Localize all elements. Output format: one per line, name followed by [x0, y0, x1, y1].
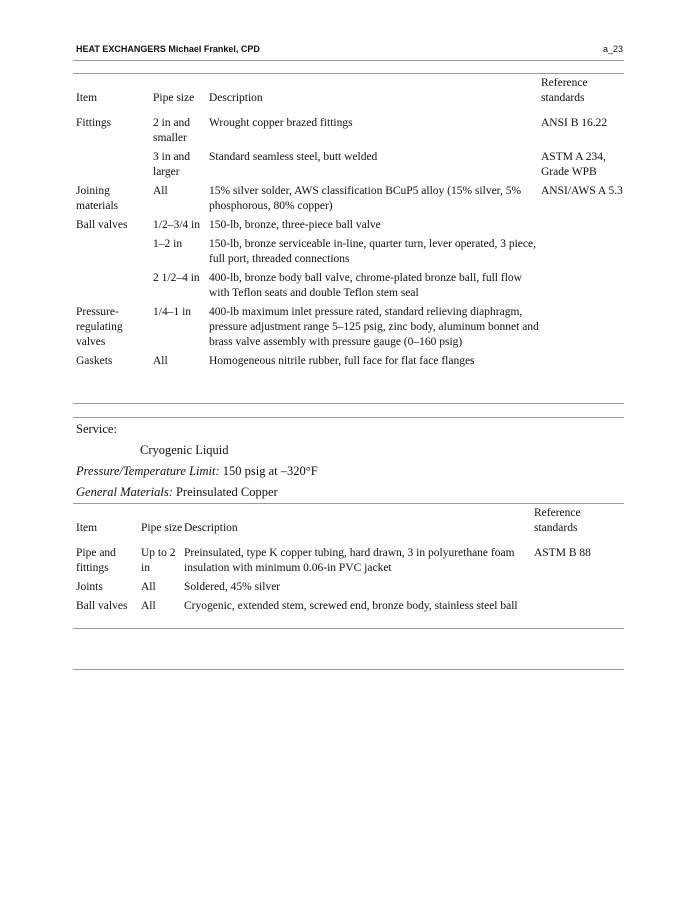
- table-row: [76, 180, 623, 214]
- table-row: [76, 233, 623, 267]
- pipe-materials-table: [76, 76, 623, 369]
- page-bottom-rule: [73, 669, 624, 670]
- table-row: [76, 539, 623, 576]
- column-header-description: Description: [184, 522, 238, 534]
- column-header-pipe-size: Pipe size: [141, 522, 183, 534]
- row-reference-standard: ASTM B 88: [534, 547, 591, 559]
- row-reference-standard: [534, 576, 623, 595]
- column-header-pipe-size: Pipe size: [153, 92, 195, 104]
- row-item: Ball valves: [76, 219, 128, 231]
- table2-top-rule: [73, 503, 624, 504]
- row-reference-standard: ANSI B 16.22: [541, 117, 608, 129]
- row-pipe-size: All: [153, 355, 168, 367]
- general-materials: [76, 485, 278, 500]
- row-pipe-size: 2 in and smaller: [153, 117, 191, 144]
- general-materials-label: General Materials:: [76, 485, 173, 499]
- table2-body: [76, 539, 623, 614]
- row-description: Preinsulated, type K copper tubing, hard drawn, 3 in polyurethane foam insulation with minimum 0.06-in PVC jacket: [184, 547, 515, 574]
- row-reference-standard: [541, 233, 623, 267]
- service-label: Service:: [76, 422, 117, 436]
- row-item: Joining materials: [76, 185, 119, 212]
- row-pipe-size: 1/4–1 in: [153, 306, 192, 318]
- row-description: Homogeneous nitrile rubber, full face for flat face flanges: [209, 355, 475, 367]
- table1-bottom-rule: [73, 403, 624, 404]
- running-header-title: HEAT EXCHANGERS Michael Frankel, CPD: [76, 44, 260, 54]
- row-item: [76, 146, 153, 180]
- table-row: [76, 109, 623, 146]
- pressure-temperature-limit-label: Pressure/Temperature Limit:: [76, 464, 220, 478]
- row-description: 15% silver solder, AWS classification BCuP5 alloy (15% silver, 5% phosphorous, 80% copper): [209, 185, 522, 212]
- row-item: [76, 233, 153, 267]
- row-item: [76, 267, 153, 301]
- header-rule: [73, 60, 624, 61]
- row-pipe-size: All: [141, 581, 156, 593]
- row-description: Wrought copper brazed fittings: [209, 117, 353, 129]
- table-row: [76, 350, 623, 369]
- pressure-temperature-limit-value: 150 psig at –320°F: [219, 464, 318, 478]
- table-row: [76, 595, 623, 614]
- table-header-row: [76, 76, 623, 109]
- table-row: [76, 301, 623, 350]
- row-item: Pressure-regulating valves: [76, 306, 123, 348]
- table-row: [76, 267, 623, 301]
- table-row: [76, 214, 623, 233]
- row-item: Fittings: [76, 117, 112, 129]
- page-id: a_23: [602, 44, 623, 54]
- row-pipe-size: All: [141, 600, 156, 612]
- column-header-reference-standards: Reference standards: [541, 77, 588, 104]
- row-description: Soldered, 45% silver: [184, 581, 281, 593]
- row-item: Gaskets: [76, 355, 113, 367]
- row-reference-standard: ASTM A 234, Grade WPB: [541, 151, 606, 178]
- running-header: [76, 44, 623, 58]
- table-row: [76, 146, 623, 180]
- table1-top-rule: [73, 73, 624, 74]
- row-reference-standard: ANSI/AWS A 5.3: [541, 185, 623, 197]
- row-description: 400-lb maximum inlet pressure rated, standard relieving diaphragm, pressure adjustment range 5–125 psig, zinc body, aluminum bonnet and brass valve assembly with pressure gauge (0–160 psig): [209, 306, 539, 348]
- pressure-temperature-limit: [76, 464, 318, 479]
- row-reference-standard: [541, 214, 623, 233]
- general-materials-value: Preinsulated Copper: [172, 485, 278, 499]
- column-header-item: Item: [76, 92, 98, 104]
- row-pipe-size: All: [153, 185, 168, 197]
- cryogenic-materials-table: [76, 506, 623, 614]
- row-description: 150-lb, bronze, three-piece ball valve: [209, 219, 381, 231]
- table1-body: [76, 109, 623, 369]
- row-description: Standard seamless steel, butt welded: [209, 151, 378, 163]
- table-row: [76, 576, 623, 595]
- column-header-item: Item: [76, 522, 98, 534]
- column-header-reference-standards: Reference standards: [534, 507, 581, 534]
- row-item: Ball valves: [76, 600, 128, 612]
- section-rule: [73, 417, 624, 418]
- row-item: Pipe and fittings: [76, 547, 116, 574]
- row-pipe-size: 1–2 in: [153, 238, 183, 250]
- column-header-description: Description: [209, 92, 263, 104]
- row-pipe-size: 2 1/2–4 in: [153, 272, 200, 284]
- row-pipe-size: Up to 2 in: [141, 547, 176, 574]
- table-header-row: [76, 506, 623, 539]
- row-reference-standard: [541, 350, 623, 369]
- row-description: Cryogenic, extended stem, screwed end, bronze body, stainless steel ball: [184, 600, 518, 612]
- row-pipe-size: 1/2–3/4 in: [153, 219, 200, 231]
- row-reference-standard: [541, 267, 623, 301]
- table2-bottom-rule: [73, 628, 624, 629]
- row-pipe-size: 3 in and larger: [153, 151, 191, 178]
- row-description: 150-lb, bronze serviceable in-line, quarter turn, lever operated, 3 piece, full port, threaded connections: [209, 238, 536, 265]
- service-name: Cryogenic Liquid: [140, 443, 229, 457]
- row-reference-standard: [534, 595, 623, 614]
- row-item: Joints: [76, 581, 103, 593]
- row-description: 400-lb, bronze body ball valve, chrome-plated bronze ball, full flow with Teflon seats and double Teflon stem seal: [209, 272, 522, 299]
- row-reference-standard: [541, 301, 623, 350]
